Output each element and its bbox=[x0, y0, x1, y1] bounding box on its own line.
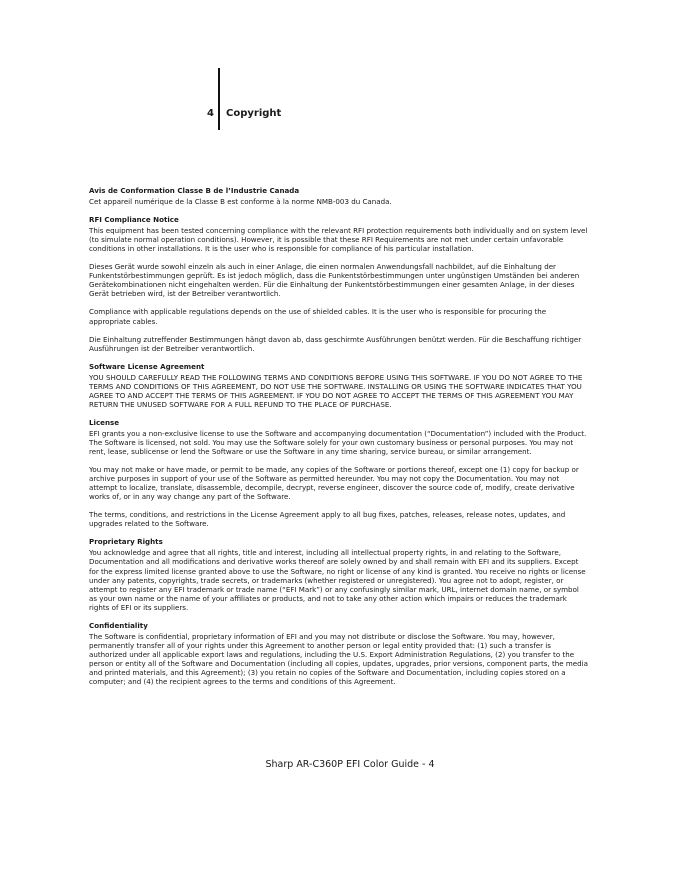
paragraph: You may not make or have made, or permit to be made, any copies of the Software or portions thereof, except one (1) copy for backup or archive purposes in support of your use of the Software as permitted hereunder. You may not copy the Documentation. You may not attempt to localize, translate, disassemble, decompile, decrypt, reverse engineer, discover the source code of, modify, create derivative works of, or in any way change any part of the Software. bbox=[89, 465, 579, 502]
section-heading: RFI Compliance Notice bbox=[89, 215, 179, 225]
section-heading: Confidentiality bbox=[89, 620, 148, 630]
section-rfi bbox=[89, 215, 589, 353]
section-heading: Proprietary Rights bbox=[89, 537, 163, 547]
paragraph: The Software is confidential, proprietary information of EFI and you may not distribute or disclose the Software. You may, however, permanently transfer all of your rights under this Agreement to another person or legal entity provided that: (1) such a transfer is authorized under all applicable export laws and regulations, including the U.S. Export Administration Regulations, (2) you transfer to the person or entity all of the Software and Documentation (including all copies, updates, upgrades, prior versions, component parts, the media and printed materials, and this Agreement); (3) you retain no copies of the Software and Documentation, including copies stored on a computer; and (4) the recipient agrees to the terms and conditions of this Agreement. bbox=[89, 631, 588, 687]
chapter-number: 4 bbox=[207, 108, 214, 119]
chapter-divider-rule bbox=[218, 68, 220, 130]
section-software-license-agreement bbox=[89, 362, 589, 409]
section-confidentiality bbox=[89, 621, 589, 686]
paragraph: You acknowledge and agree that all rights, title and interest, including all intellectual property rights, in and relating to the Software, Documentation and all modifications and derivative works thereof are solely owned by and shall remain with EFI and its suppliers. Except for the express limited license granted above to use the Software, no right or license of any kind is granted. You receive no rights or license under any patents, copyrights, trade secrets, or trademarks (whether registered or unregistered). You agree not to adopt, register, or attempt to register any EFI trademark or trade name (“EFI Mark”) or any confusingly similar mark, URL, internet domain name, or symbol as your own name or the name of your affiliates or products, and not to take any other action which impairs or reduces the trademark rights of EFI or its suppliers. bbox=[89, 548, 586, 612]
paragraph: YOU SHOULD CAREFULLY READ THE FOLLOWING TERMS AND CONDITIONS BEFORE USING THIS SOFTWARE. IF YOU DO NOT AGREE TO THE TERMS AND CONDITIONS OF THIS AGREEMENT, DO NOT USE THE SOFTWARE. INSTALLING OR USING THE SOFTWARE INDICATES THAT YOU AGREE TO AND ACCEPT THE TERMS OF THIS AGREEMENT. IF YOU DO NOT AGREE TO ACCEPT THE TERMS OF THIS AGREEMENT YOU MAY RETURN THE UNUSED SOFTWARE FOR A FULL REFUND TO THE PLACE OF PURCHASE. bbox=[89, 372, 583, 409]
paragraph: EFI grants you a non-exclusive license to use the Software and accompanying documentation (“Documentation”) included with the Product. The Software is licensed, not sold. You may use the Software solely for your own customary business or personal purposes. You may not rent, lease, sublicense or lend the Software or use the Software in any time sharing, service bureau, or similar arrangement. bbox=[89, 428, 587, 457]
page-footer: Sharp AR-C360P EFI Color Guide - 4 bbox=[265, 759, 435, 770]
paragraph: This equipment has been tested concerning compliance with the relevant RFI protection requirements both individually and on system level (to simulate normal operation conditions). However, it is possible that these RFI Requirements are not met under certain unfavorable conditions in other installations. It is the user who is responsible for compliance of his particular installation. bbox=[89, 226, 588, 254]
section-canada bbox=[89, 186, 589, 206]
paragraph: Compliance with applicable regulations depends on the use of shielded cables. It is the user who is responsible for procuring the appropriate cables. bbox=[89, 307, 547, 326]
section-heading: License bbox=[89, 417, 120, 427]
section-heading: Software License Agreement bbox=[89, 361, 205, 371]
section-license bbox=[89, 418, 589, 528]
paragraph: Die Einhaltung zutreffender Bestimmungen hängt davon ab, dass geschirmte Ausführungen benützt werden. Für die Beschaffung richtiger Ausführungen ist der Betreiber verantwortlich. bbox=[89, 334, 582, 353]
paragraph: The terms, conditions, and restrictions in the License Agreement apply to all bug fixes, patches, releases, release notes, updates, and upgrades related to the Software. bbox=[89, 510, 566, 529]
document-body bbox=[89, 186, 589, 695]
chapter-title: Copyright bbox=[226, 108, 282, 119]
paragraph: Cet appareil numérique de la Classe B est conforme à la norme NMB-003 du Canada. bbox=[89, 197, 392, 207]
paragraph: Dieses Gerät wurde sowohl einzeln als auch in einer Anlage, die einen normalen Anwendungsfall nachbildet, auf die Einhaltung der Funkentstörbestimmungen geprüft. Es ist jedoch möglich, dass die Funkentstörbestimmungen unter ungünstigen Umständen bei anderen Gerätekombinationen nicht eingehalten werden. Für die Einhaltung der Funkentstörbestimmungen einer gesamten Anlage, in der dieses Gerät betrieben wird, ist der Betreiber verantwortlich. bbox=[89, 262, 580, 299]
section-heading: Avis de Conformation Classe B de l’Industrie Canada bbox=[89, 186, 300, 195]
section-proprietary-rights bbox=[89, 537, 589, 611]
